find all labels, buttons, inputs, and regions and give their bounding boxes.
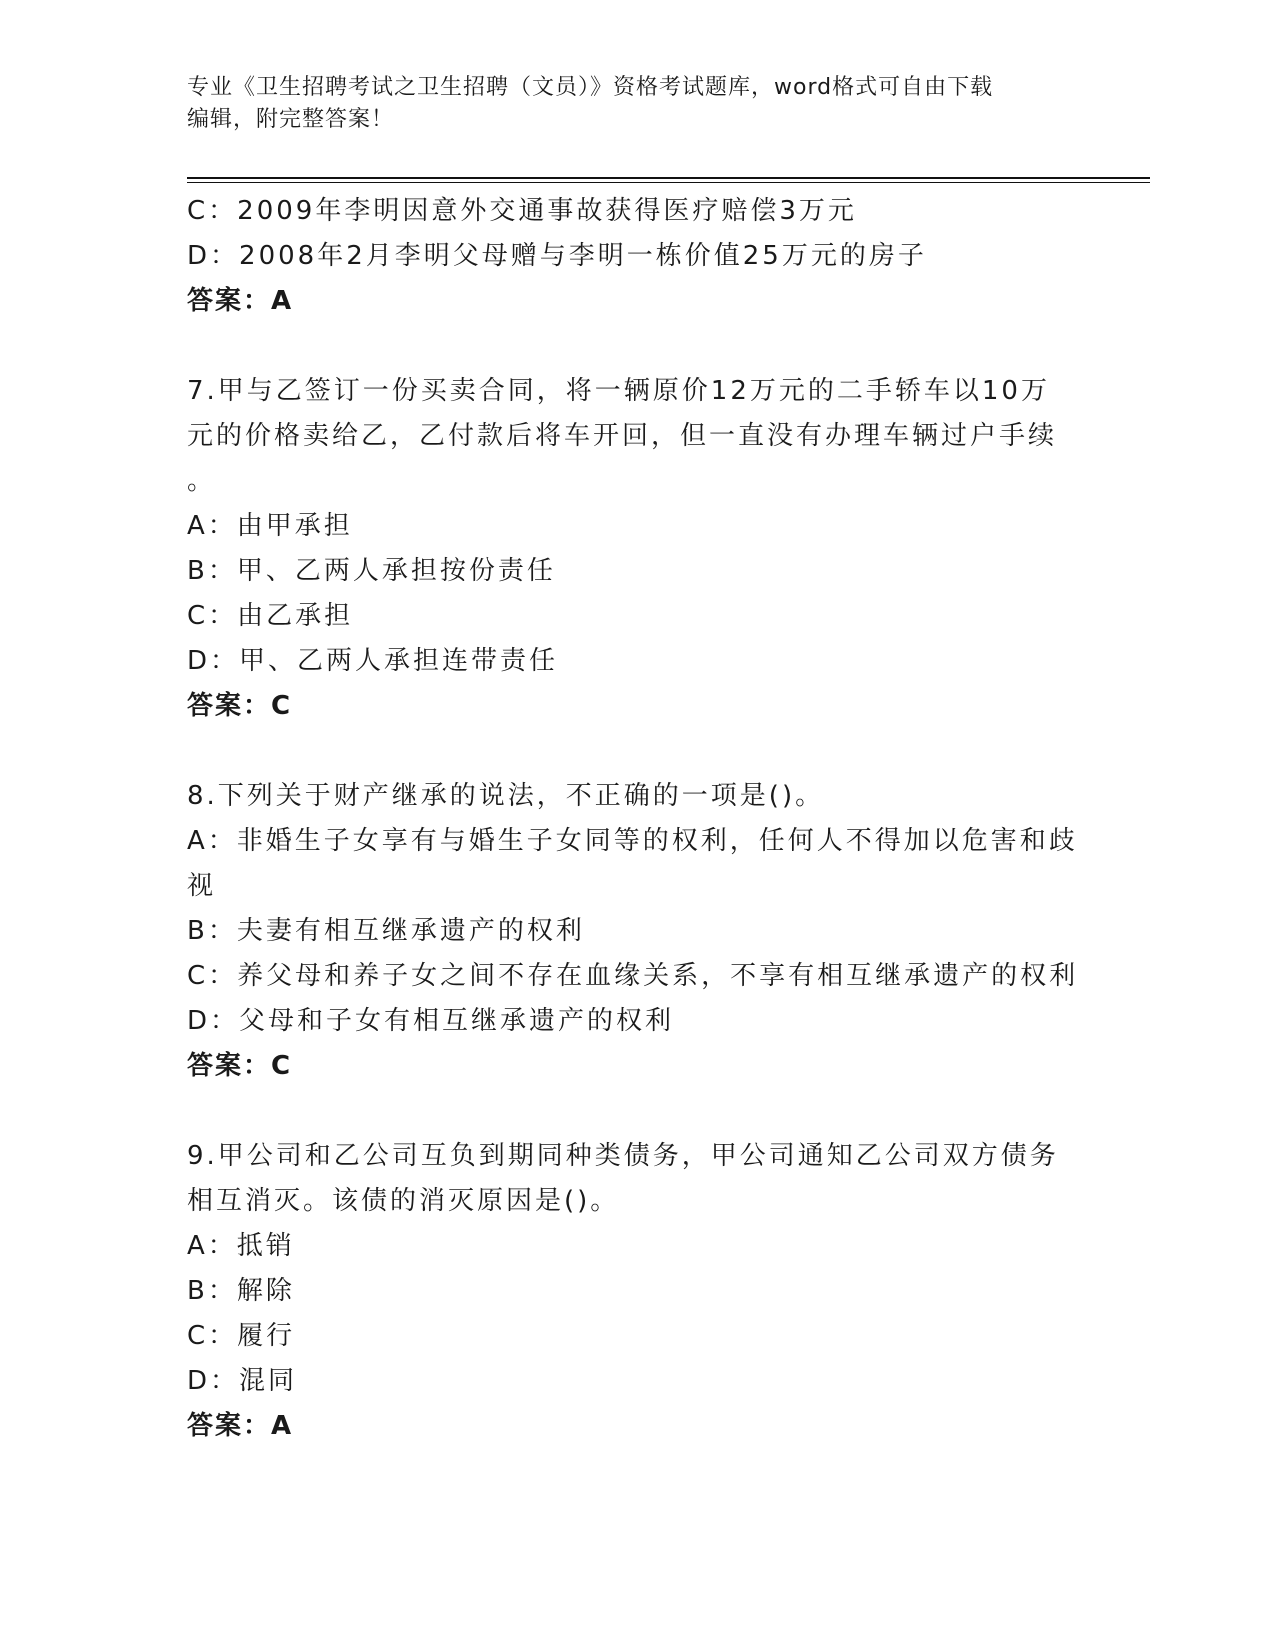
option-c: C：由乙承担 [187,601,354,631]
option-a: A：由甲承担 [187,511,353,541]
option-c: C：养父母和养子女之间不存在血缘关系，不享有相互继承遗产的权利 [187,961,1079,991]
answer: 答案：C [187,691,293,721]
header-line-2: 编辑，附完整答案！ [187,107,395,132]
option-d: D：甲、乙两人承担连带责任 [187,646,559,676]
option-b: B：解除 [187,1276,295,1306]
answer: 答案：A [187,286,294,316]
header-line-1: 专业《卫生招聘考试之卫生招聘（文员）》资格考试题库，word格式可自由下载 [187,75,994,100]
option-d: D：2008年2月李明父母赠与李明一栋价值25万元的房子 [187,241,927,271]
spacer [187,729,1087,774]
option-c: C：2009年李明因意外交通事故获得医疗赔偿3万元 [187,196,857,226]
option-b: B：夫妻有相互继承遗产的权利 [187,916,585,946]
option-a: A：抵销 [187,1231,295,1261]
question-text-line-2: 元的价格卖给乙，乙付款后将车开回，但一直没有办理车辆过户手续 [187,421,1058,451]
question-8 [187,774,1087,1089]
option-d: D：父母和子女有相互继承遗产的权利 [187,1006,675,1036]
option-c: C：履行 [187,1321,296,1351]
option-a-line-2: 视 [187,871,217,901]
question-text-line-1: 8.下列关于财产继承的说法，不正确的一项是()。 [187,781,825,811]
spacer [187,324,1087,369]
question-9 [187,1134,1087,1449]
question-content [187,189,1087,1449]
question-text-line-1: 9.甲公司和乙公司互负到期同种类债务，甲公司通知乙公司双方债务 [187,1141,1059,1171]
spacer [187,1089,1087,1134]
answer: 答案：C [187,1051,293,1081]
header-divider-thick [187,177,1150,179]
document-header [187,72,1087,136]
option-b: B：甲、乙两人承担按份责任 [187,556,556,586]
question-text-line-1: 7.甲与乙签订一份买卖合同，将一辆原价12万元的二手轿车以10万 [187,376,1050,406]
question-text-line-2: 相互消灭。该债的消灭原因是()。 [187,1186,620,1216]
question-text-line-3: 。 [187,466,217,496]
option-d: D：混同 [187,1366,298,1396]
header-divider-thin [187,182,1150,183]
option-a-line-1: A：非婚生子女享有与婚生子女同等的权利，任何人不得加以危害和歧 [187,826,1078,856]
question-6 [187,189,1087,324]
answer: 答案：A [187,1411,294,1441]
question-7 [187,369,1087,729]
